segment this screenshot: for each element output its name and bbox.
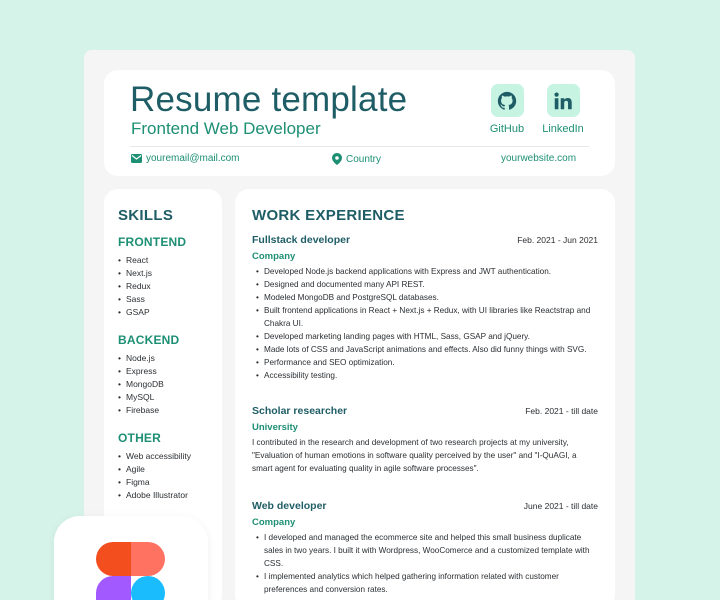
job-entry [252,405,598,475]
skill-item: • Redux [118,280,218,293]
resume-name: Resume template [130,80,408,119]
linkedin-icon [547,84,580,117]
header-divider [130,146,589,147]
skill-item: • Next.js [118,267,218,280]
skill-item: • Sass [118,293,218,306]
skills-section-title: BACKEND [118,333,180,347]
job-date: Feb. 2021 - till date [525,406,598,416]
contact-country [332,153,381,165]
skill-item: • Agile [118,463,218,476]
job-bullet: • Modeled MongoDB and PostgreSQL databases. [256,291,598,304]
contact-website-text: yourwebsite.com [501,153,577,164]
job-bullet: • Built frontend applications in React + Next.js + Redux, with UI libraries like Reactstrap and Chakra UI. [256,304,598,330]
job-bullet: • Designed and documented many API REST. [256,278,598,291]
job-organization: University [252,422,298,433]
skill-item: • Web accessibility [118,450,218,463]
contact-email-text: youremail@mail.com [146,153,240,164]
github-link[interactable] [477,84,537,135]
contact-website[interactable] [501,153,576,164]
job-bullet: • Developed marketing landing pages with HTML, Sass, GSAP and jQuery. [256,330,598,343]
job-entry [252,500,598,596]
contact-email[interactable] [131,153,240,164]
skills-section-frontend [118,235,218,319]
job-title: Scholar researcher [252,405,348,417]
job-date: June 2021 - till date [523,501,598,511]
job-description: I contributed in the research and development of two research projects at my university, "Evaluation of human emotions in software quality perceived by the user" and "I-QuAGI, a smart agent for evaluating quality in agile software processes". [252,438,577,473]
skill-item: • Figma [118,476,218,489]
skills-title: SKILLS [118,207,174,224]
linkedin-link[interactable] [533,84,593,135]
mail-icon [131,154,142,163]
experience-title: WORK EXPERIENCE [252,207,405,224]
job-organization: Company [252,517,296,528]
job-bullet: • Developed Node.js backend applications with Express and JWT authentication. [256,265,598,278]
job-entry [252,234,598,382]
location-pin-icon [332,153,342,165]
skill-item: • MySQL [118,391,218,404]
skill-item: • Firebase [118,404,218,417]
github-icon [491,84,524,117]
contact-country-text: Country [346,153,382,165]
job-bullet: • Made lots of CSS and JavaScript animations and effects. Also did funny things with SVG. [256,343,598,356]
skill-item: • MongoDB [118,378,218,391]
job-title: Web developer [252,500,327,512]
figma-logo-icon [96,542,166,600]
skill-item: • React [118,254,218,267]
job-bullet: • I implemented analytics which helped gathering information related with customer preferences and conversion rates. [256,570,598,596]
skill-item: • Express [118,365,218,378]
github-label: GitHub [489,123,525,135]
linkedin-label: LinkedIn [542,123,584,135]
job-bullet: • Accessibility testing. [256,369,598,382]
skills-section-title: OTHER [118,431,161,445]
resume-role: Frontend Web Developer [131,119,321,138]
skill-item: • Adobe Illustrator [118,489,218,502]
skills-section-other [118,431,218,502]
skill-item: • Node.js [118,352,218,365]
job-bullet: • I developed and managed the ecommerce site and helped this small business duplicate sales in two years. I built it with Wordpress, WooComerce and a customized template with CSS. [256,531,598,570]
job-date: Feb. 2021 - Jun 2021 [517,235,598,245]
job-organization: Company [252,251,296,262]
skills-section-title: FRONTEND [118,235,187,249]
job-bullet: • Performance and SEO optimization. [256,356,598,369]
job-title: Fullstack developer [252,234,351,246]
skills-section-backend [118,333,218,417]
skill-item: • GSAP [118,306,218,319]
